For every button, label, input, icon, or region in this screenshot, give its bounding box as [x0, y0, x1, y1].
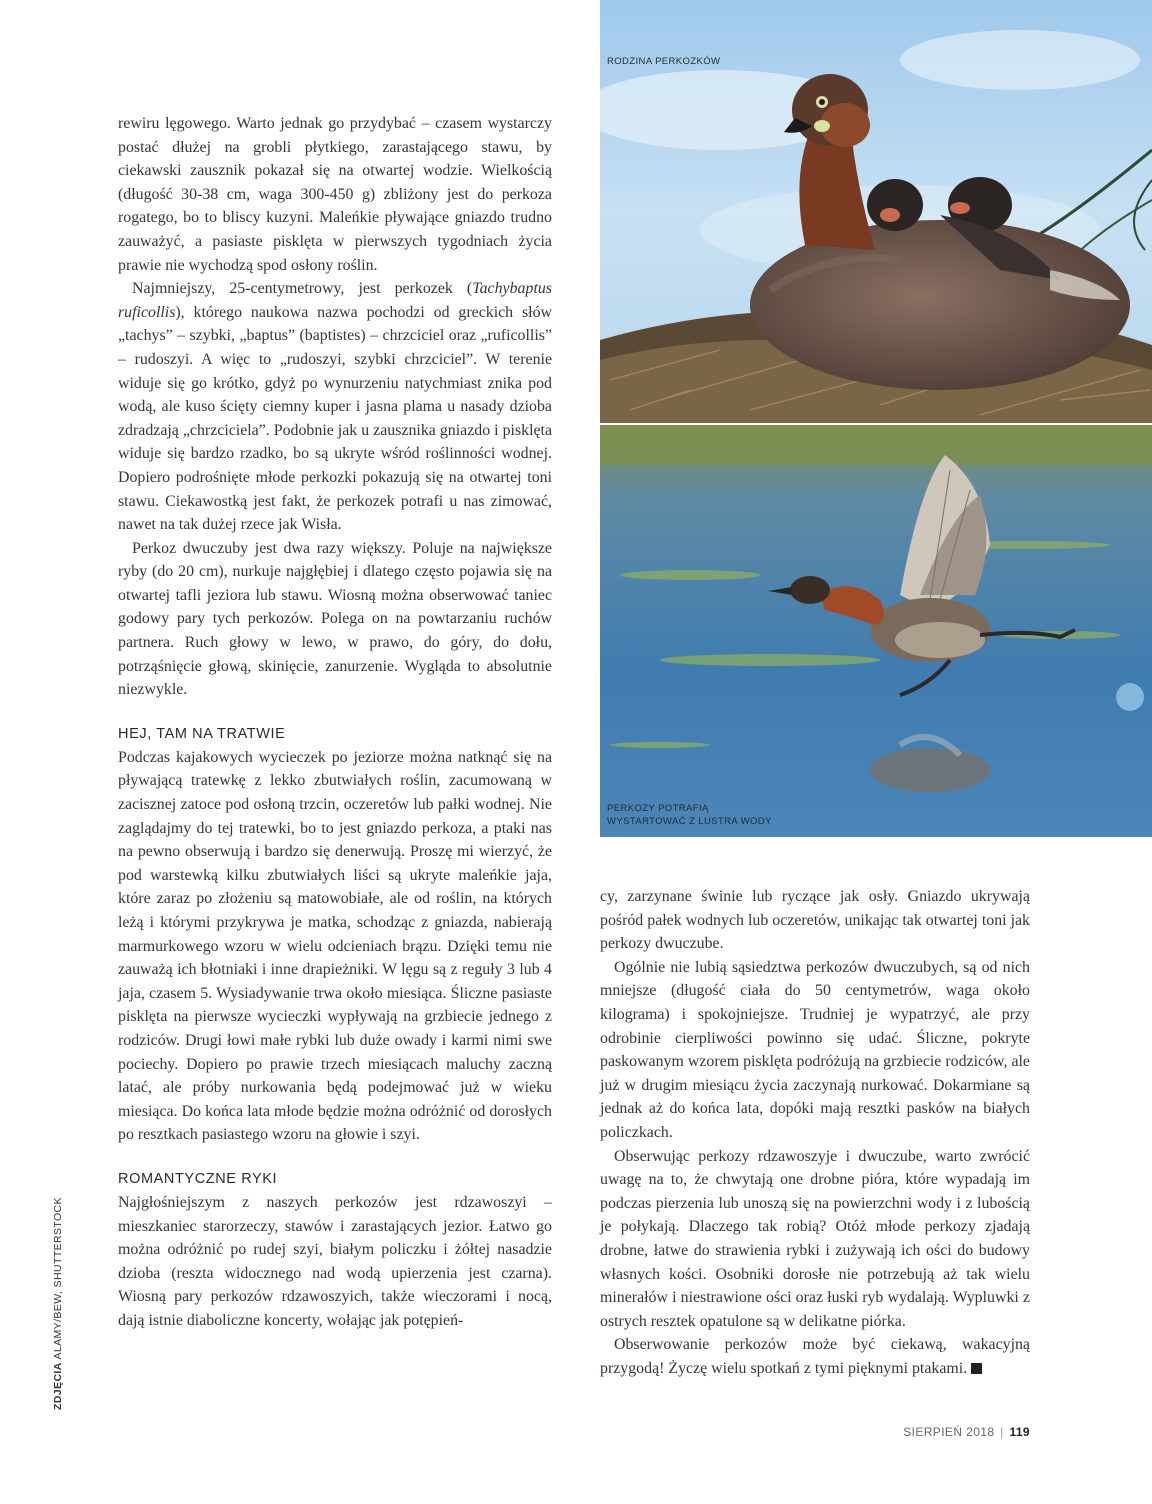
- section-heading: ROMANTYCZNE RYKI: [118, 1170, 278, 1187]
- paragraph: Najmniejszy, 25-centymetrowy, jest perkozek (Tachybaptus ruficollis), którego naukowa nazwa pochodzi od greckich słów „tachys” – szybki, „baptus” (baptistes) – chrzciciel oraz „ruficollis” – rudoszyi. A więc to „rudoszyi, szybki chrzciciel”. W terenie widuje się go krótko, gdyż po wynurzeniu natychmiast znika pod wodą, ale kuso ścięty ciemny kuper i jasna plama u nasady dzioba zdradzają „chrzciciela”. Podobnie jak u zausznika gniazdo i pisklęta widuje się bardzo rzadko, bo są ukryte wśród roślinności wodnej. Dopiero podrośnięte młode perkozki pokazują się na otwartej toni stawu. Ciekawostką jest fakt, że perkozek potrafi u nas zimować, nawet na tak dużej rzece jak Wisła.: [118, 280, 552, 534]
- photo-credit: ZDJĘCIA ALAMY/BEW, SHUTTERSTOCK: [52, 1197, 64, 1410]
- paragraph: Obserwując perkozy rdzawoszyje i dwuczube, warto zwrócić uwagę na to, że chwytają one drobne pióra, które wypadają im podczas pierzenia lub unoszą się na powierzchni wody i z lubością je połykają. Dlaczego tak robią? Otóż młode perkozy zjadają drobne, łatwe do strawienia rybki i zużywają ich ości do budowy własnych kości. Osobniki dorosłe nie potrzebują aż tak wielu minerałów i niestrawione ości oraz łuski ryb wydalają. Wypluwki z ostrych resztek opatulone są w delikatne piórka.: [600, 1147, 1030, 1330]
- paragraph: cy, zarzynane świnie lub ryczące jak osły. Gniazdo ukrywają pośród pałek wodnych lub oczeretów, unikając tak otwartej toni jak perkozy dwuczube.: [600, 888, 1030, 953]
- photo-caption-top: RODZINA PERKOZKÓW: [607, 56, 721, 67]
- end-mark-icon: [971, 1363, 982, 1374]
- page-footer: SIERPIEŃ 2018 | 119: [903, 1425, 1030, 1439]
- latin-name: Tachybaptus ruficollis: [118, 280, 552, 321]
- paragraph: rewiru lęgowego. Warto jednak go przydybać – czasem wystarczy postać dłużej na grobli płytkiego, zarastającego stawu, by ciekawski zausznik pokazał się na otwartej wodzie. Wielkością (długość 30-38 cm, waga 300-450 g) zbliżony jest do perkoza rogatego, bo to bliscy kuzyni. Maleńkie pływające gniazdo trudno zauważyć, a pasiaste pisklęta w pierwszych tygodniach życia prawie nie wychodzą spod osłony roślin.: [118, 115, 552, 274]
- issue-date: SIERPIEŃ 2018: [903, 1425, 995, 1439]
- paragraph: Ogólnie nie lubią sąsiedztwa perkozów dwuczubych, są od nich mniejsze (długość ciała do 50 centymetrów, waga około kilograma) i spokojniejsze. Trudniej je wypatrzyć, ale przy odrobinie cierpliwości powinno się udać. Śliczne, pokryte paskowanym wzorem pisklęta podróżują na grzbiecie rodziców, ale już w drugim miesiącu życia zaczynają nurkować. Dokarmiane są jednak aż do końca lata, dopóki mają resztki pasków na białych policzkach.: [600, 958, 1030, 1141]
- section-heading: HEJ, TAM NA TRATWIE: [118, 725, 286, 742]
- paragraph: Najgłośniejszym z naszych perkozów jest rdzawoszyi – mieszkaniec starorzeczy, stawów i zarastających jezior. Łatwo go można odróżnić po rudej szyi, białym policzku i żółtej nasadzie dzioba (reszta widocznego nad wodą upierzenia jest czarna). Wiosną pary perkozów rdzawoszyich, także wieczorami i nocą, dają istnie diaboliczne koncerty, wołając jak potępień-: [118, 1193, 552, 1329]
- photo-grebe-takeoff: [600, 425, 1152, 837]
- paragraph: Perkoz dwuczuby jest dwa razy większy. Poluje na największe ryby (do 20 cm), nurkuje najgłębiej i dlatego często pojawia się na otwartej tafli jeziora lub stawu. Wiosną można obserwować taniec godowy pary tych perkozów. Polega on na powtarzaniu ruchów partnera. Ruch głowy w lewo, w prawo, do góry, do dołu, potrząśnięcie głową, skinięcie, zanurzenie. Wygląda to absolutnie niezwykle.: [118, 539, 552, 699]
- page-number: 119: [1009, 1425, 1030, 1439]
- left-text-column: [118, 112, 552, 1333]
- caption-line-2: WYSTARTOWAĆ Z LUSTRA WODY: [607, 816, 772, 827]
- caption-line-1: PERKOZY POTRAFIĄ: [607, 803, 709, 814]
- right-text-column: [600, 885, 1030, 1380]
- photo-caption-bottom: [607, 802, 847, 828]
- paragraph: Podczas kajakowych wycieczek po jeziorze można natknąć się na pływającą tratewkę z lekko zbutwiałych roślin, zacumowaną w zacisznej zatoce pod osłoną trzcin, oczeretów lub pałki wodnej. Nie zaglądajmy do tej tratewki, bo to jest gniazdo perkoza, a ptaki nas na pewno obserwują i bardzo się denerwują. Proszę mi wierzyć, że pod warstewką kilku zbutwiałych liści są ukryte maleńkie jaja, które zaraz po złożeniu są matowobiałe, ale od roślin, na których leżą i którymi przykrywa je matka, schodząc z gniazda, nabierają marmurkowego wzoru w wielu odcieniach brązu. Dzięki temu nie zauważą ich błotniaki i inne drapieżniki. W lęgu są z reguły 3 lub 4 jaja, czasem 5. Wysiadywanie trwa około miesiąca. Śliczne pasiaste pisklęta na pierwsze wycieczki wypływają na grzbiecie jednego z rodziców. Drugi łowi małe rybki lub duże owady i karmi nimi swe pociechy. Dopiero po prawie trzech miesiącach maluchy zaczną latać, ale próby nurkowania będą podejmować już w wieku miesiąca. Do końca lata młode będzie można odróżnić od dorosłych po resztkach pasiastego wzoru na głowie i szyi.: [118, 748, 552, 1144]
- paragraph: Obserwowanie perkozów może być ciekawą, wakacyjną przygodą! Życzę wielu spotkań z tymi pięknymi ptakami.: [600, 1336, 1030, 1377]
